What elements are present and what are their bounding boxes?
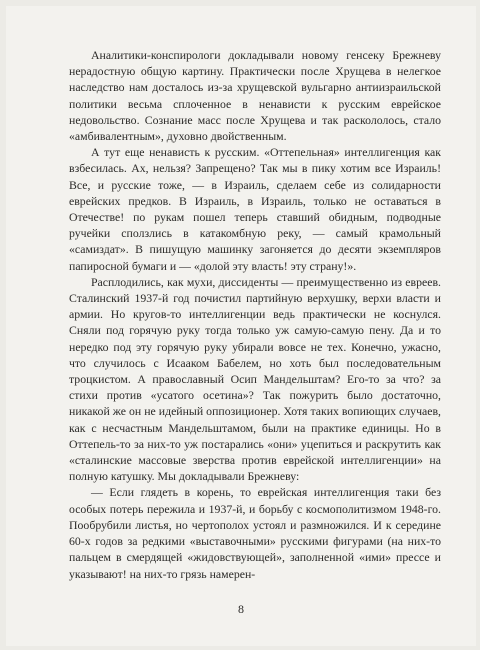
- page-number: 8: [238, 602, 244, 616]
- body-text: [69, 47, 441, 582]
- paragraph: Расплодились, как мухи, диссиденты — преимущественно из евреев. Сталинский 1937-й год почистил партийную верхушку, верхи власти и армии. Но кругов-то интеллигенции ведь практически не коснулся. Сняли под горячую руку тогда только уж самую-самую пену. Да и то нередко под эту горячую руку убирали вовсе не тех. Конечно, ужасно, что случилось с Исааком Бабелем, но хоть был последовательным троцкистом. А православный Осип Мандельштам? Его-то за что? за стихи против «усатого осетина»? Так пожурить было достаточно, никакой же он не идейный оппозиционер. Хотя таких вопиющих случаев, как с несчастным Мандельштамом, были на практике единицы. Но в Оттепель-то за них-то уж постарались «они» уцепиться и раскрутить как «сталинские массовые зверства против еврейской интеллигенции» на полную катушку. Мы докладывали Брежневу:: [69, 274, 441, 484]
- book-page: [6, 6, 476, 646]
- paragraph: Аналитики-конспирологи докладывали новому генсеку Брежневу нерадостную общую картину. Практически после Хрущева в нелегкое наследство нам досталось из-за хрущевской вульгарно антиизраильской политики весьма сплоченное в ненависти к русским еврейское недовольство. Сознание масс после Хрущева и так раскололось, стало «амбивалентным», духовно двойственным.: [69, 48, 441, 144]
- paragraph: — Если глядеть в корень, то еврейская интеллигенция таки без особых потерь пережила и 1937-й, и борьбу с космополитизмом 1948-го. Пообрубили листья, но чертополох устоял и размножился. И к середине 60-х годов за редкими «выставочными» русскими фигурами (на них-то пальцем в смердящей «жидовствующей», заполненной «ими» прессе и указывают! на них-то грязь намерен-: [69, 485, 441, 581]
- paragraph: А тут еще ненависть к русским. «Оттепельная» интеллигенция как взбесилась. Ах, нельзя? Запрещено? Так мы в пику хотим все Израиль! Все, и русские тоже, — в Израиль, сделаем себе из солидарности еврейских предков. В Израиль, в Израиль, только не оставаться в Отечестве! по рукам пошел теперь ставший обидным, подводные ручейки сползлись в катакомбную реку, — самый крамольный «самиздат». В пишущую машинку загоняется до десяти экземпляров папиросной бумаги и — «долой эту власть! эту страну!».: [69, 145, 441, 273]
